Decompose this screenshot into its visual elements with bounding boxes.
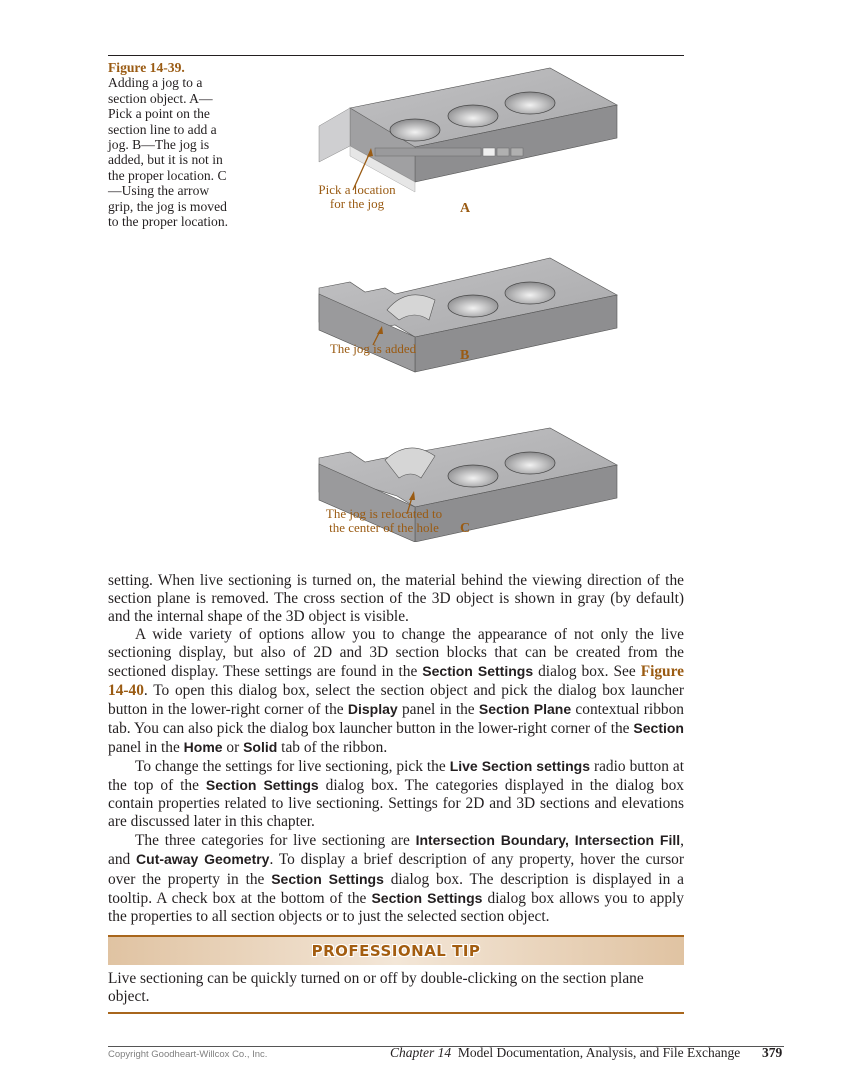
paragraph-2 — [108, 626, 684, 757]
callout-a — [307, 183, 407, 211]
text: . To open this dialog box, select the section object and pick the dialog box launcher button in the lower-right corner of the — [108, 681, 684, 718]
ui-term: Section — [633, 719, 684, 736]
model-a-hole-1 — [390, 119, 440, 141]
tooltip-box — [375, 148, 481, 156]
model-a-hole-3 — [505, 92, 555, 114]
figure-reference-link[interactable]: Figure 14-40 — [108, 663, 685, 699]
model-a-section-plane — [319, 108, 350, 162]
text: panel in the — [108, 738, 184, 756]
footer-chapter — [390, 1045, 740, 1061]
callout-c-line1: The jog is relocated to — [325, 506, 443, 521]
figure-caption — [108, 60, 233, 229]
model-c-hole-3 — [505, 452, 555, 474]
figure-14-39 — [305, 62, 690, 542]
text: dialog box. See — [533, 663, 641, 681]
model-b-hole-3 — [505, 282, 555, 304]
ui-term: Section Settings — [271, 870, 384, 887]
panel-letter-b: B — [460, 348, 470, 363]
paragraph-1: setting. When live sectioning is turned on, the material behind the viewing direction of the section plane is removed. The cross section of the 3D object is shown in gray (by default) and the internal shape of the 3D object is visible. — [108, 572, 684, 626]
figure-label: Figure 14-39. — [108, 60, 185, 75]
ui-term: Section Plane — [478, 700, 572, 717]
footer-copyright: Copyright Goodheart-Willcox Co., Inc. — [108, 1049, 268, 1060]
text: or — [222, 738, 244, 756]
ui-term: Cut-away Geometry — [136, 851, 270, 868]
figure-caption-text: Adding a jog to a section object. A—Pick a point on the section line to add a jog. B—The jog is added, but it is not in the proper location. C—Using the arrow grip, the jog is moved to the proper location. — [108, 75, 229, 230]
text: tab of the ribbon. — [277, 738, 388, 756]
ui-term: Intersection Fill — [574, 832, 681, 849]
text: To change the settings for live sectioning, pick the — [135, 757, 450, 775]
tooltip-input-3 — [511, 148, 523, 156]
callout-a-line1: Pick a location — [318, 182, 396, 197]
professional-tip — [108, 935, 684, 1014]
ui-term: Section Settings — [371, 889, 483, 906]
callout-b — [323, 342, 423, 356]
page-number: 379 — [762, 1045, 783, 1060]
paragraph-3 — [108, 757, 684, 831]
tip-header — [108, 935, 684, 965]
ui-term: Home — [183, 738, 223, 755]
text: A wide variety of options allow you to change the appearance of not only the live sectioning display, but also of 2D and 3D section blocks that can be created from the sectioned display. These settings are found in the — [108, 626, 684, 681]
text: . To display a brief description of any property, hover the cursor over the property in the — [108, 851, 684, 888]
text: , and — [108, 832, 684, 869]
text: panel in the — [397, 700, 479, 718]
callout-c — [319, 507, 449, 535]
model-a — [319, 68, 617, 192]
model-c-hole-2 — [448, 465, 498, 487]
tooltip-input-2 — [497, 148, 509, 156]
panel-letter-c: C — [460, 521, 471, 536]
body-text — [108, 572, 684, 926]
text: dialog box. The categories displayed in the dialog box contain properties related to live sectioning. Settings for 2D and 3D sections and elevations are discussed later in this chapter. — [108, 777, 685, 831]
ui-term: Section Settings — [205, 777, 319, 794]
model-a-hole-2 — [448, 105, 498, 127]
callout-a-line2: for the jog — [329, 196, 385, 211]
chapter-label: Chapter 14 — [390, 1045, 452, 1060]
ui-term: Intersection Boundary — [415, 832, 566, 849]
tip-title: PROFESSIONAL TIP — [311, 942, 481, 960]
ui-term: Section Settings — [422, 663, 534, 680]
callout-c-line2: the center of the hole — [329, 520, 439, 535]
text: radio button at the top of the — [108, 757, 685, 795]
tooltip-input-1 — [483, 148, 495, 156]
ui-term: Display — [347, 700, 398, 717]
model-b-hole-2 — [448, 295, 498, 317]
text: , — [565, 832, 575, 849]
top-rule — [108, 55, 684, 56]
ui-term: Live Section settings — [449, 757, 590, 774]
text: The three categories for live sectioning are — [135, 832, 416, 850]
paragraph-4 — [108, 831, 684, 925]
text: dialog box. The description is displayed in a tooltip. A check box at the bottom of the — [108, 870, 684, 907]
chapter-title: Model Documentation, Analysis, and File Exchange — [457, 1045, 741, 1060]
ui-term: Solid — [243, 738, 278, 755]
callout-b-line1: The jog is added — [329, 341, 417, 356]
figure-illustration — [305, 62, 690, 542]
panel-letter-a: A — [460, 201, 471, 216]
text: dialog box allows you to apply the properties to all section objects or to just the selected section object. — [108, 889, 684, 925]
text: contextual ribbon tab. You can also pick the dialog box launcher button in the lower-right corner of the — [108, 700, 684, 737]
tip-text: Live sectioning can be quickly turned on or off by double-clicking on the section plane object. — [108, 965, 684, 1014]
